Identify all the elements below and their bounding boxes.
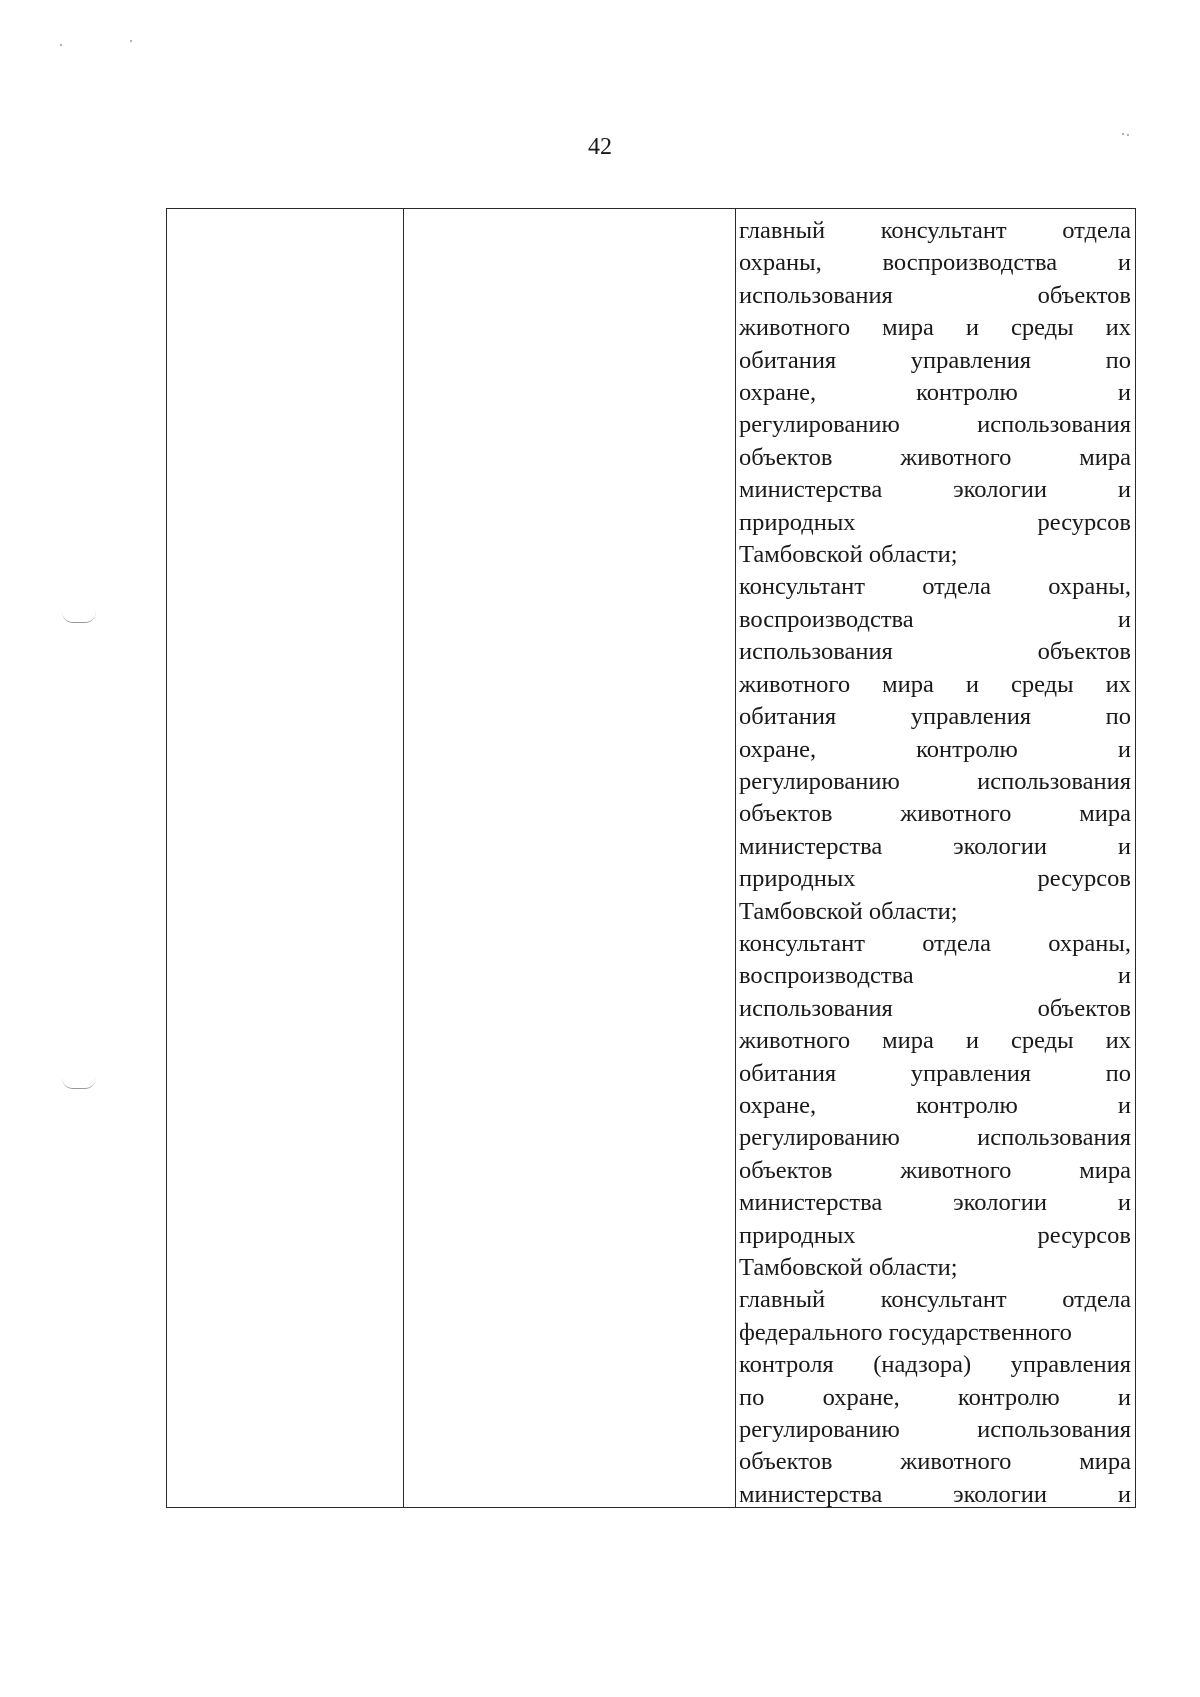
word: главный — [739, 217, 826, 244]
word: охраны, — [1048, 929, 1131, 957]
word: мира — [882, 670, 934, 698]
word: среды — [1011, 670, 1074, 698]
word: мира — [882, 314, 934, 342]
text-line — [739, 442, 1131, 474]
word: федерального государственного — [739, 1318, 1072, 1346]
text-line — [739, 636, 1131, 668]
position-entry — [739, 215, 1131, 571]
word: и — [1117, 249, 1131, 277]
word: обитания — [739, 1059, 837, 1087]
text-line — [739, 280, 1131, 312]
text-line — [739, 1414, 1131, 1446]
word: природных — [739, 508, 856, 536]
word: Тамбовской области; — [739, 897, 958, 925]
word: и — [1117, 735, 1131, 763]
word: животного — [900, 1156, 1012, 1184]
word: экологии — [953, 1480, 1047, 1508]
text-line — [739, 896, 1131, 928]
word: и — [1117, 605, 1131, 633]
word: охраны, — [1048, 573, 1131, 601]
word: животного — [739, 1027, 851, 1055]
word: объектов — [739, 800, 833, 828]
text-line — [739, 377, 1131, 409]
text-line — [739, 928, 1131, 960]
text-line — [739, 1025, 1131, 1057]
word: ресурсов — [1037, 1221, 1131, 1249]
word: консультант — [739, 929, 865, 957]
word: охраны, — [739, 249, 822, 277]
word: консультант — [739, 573, 865, 601]
word: объектов — [1037, 994, 1131, 1022]
word: регулированию — [739, 1124, 900, 1152]
word: объектов — [1037, 281, 1131, 309]
scan-artifact — [130, 40, 132, 42]
word: экологии — [953, 476, 1047, 504]
word: животного — [900, 1448, 1012, 1476]
word: их — [1105, 670, 1131, 698]
word: использования — [739, 994, 893, 1022]
column-divider-1 — [403, 209, 404, 1507]
word: использования — [977, 767, 1131, 795]
word: регулированию — [739, 1416, 900, 1444]
word: министерства — [739, 1189, 883, 1217]
position-entry — [739, 928, 1131, 1284]
word: Тамбовской области; — [739, 1254, 958, 1281]
text-line — [739, 571, 1131, 603]
word: экологии — [953, 1189, 1047, 1217]
text-line — [739, 1479, 1131, 1511]
word: экологии — [953, 832, 1047, 860]
word: объектов — [739, 1156, 833, 1184]
text-line — [739, 604, 1131, 636]
word: мира — [1079, 1156, 1131, 1184]
text-line — [739, 1187, 1131, 1219]
word: объектов — [739, 443, 833, 471]
text-line — [739, 507, 1131, 539]
word: управления — [910, 703, 1032, 731]
word: и — [1117, 1480, 1131, 1508]
word: использования — [739, 638, 893, 666]
scan-artifact — [1122, 133, 1124, 135]
text-line — [739, 215, 1131, 247]
word: министерства — [739, 476, 883, 504]
position-list-cell — [739, 215, 1131, 1511]
scan-artifact — [60, 44, 62, 46]
scan-artifact — [62, 1078, 96, 1089]
word: и — [965, 670, 979, 698]
word: управления — [910, 1059, 1032, 1087]
page-number: 42 — [588, 134, 612, 160]
text-line — [739, 1155, 1131, 1187]
text-line — [739, 669, 1131, 701]
word: животного — [900, 800, 1012, 828]
word: консультант — [880, 1286, 1007, 1314]
text-line — [739, 798, 1131, 830]
word: отдела — [1062, 217, 1131, 244]
word: среды — [1011, 1027, 1074, 1055]
word: и — [1117, 1189, 1131, 1217]
word: контролю — [916, 735, 1018, 763]
text-line — [739, 993, 1131, 1025]
text-line — [739, 1252, 1131, 1284]
word: контролю — [916, 379, 1018, 407]
text-line — [739, 831, 1131, 863]
text-line — [739, 312, 1131, 344]
text-line — [739, 863, 1131, 895]
column-divider-2 — [735, 209, 736, 1507]
text-line — [739, 734, 1131, 766]
word: ресурсов — [1037, 865, 1131, 893]
word: среды — [1011, 314, 1074, 342]
word: регулированию — [739, 411, 900, 439]
word: их — [1105, 314, 1131, 342]
text-line — [739, 1446, 1131, 1478]
word: отдела — [922, 573, 991, 601]
word: (надзора) — [873, 1351, 972, 1379]
text-line — [739, 474, 1131, 506]
word: ресурсов — [1037, 508, 1131, 536]
word: контролю — [957, 1383, 1060, 1411]
word: Тамбовской области; — [739, 541, 958, 569]
word: использования — [977, 1416, 1131, 1444]
word: по — [1105, 1059, 1131, 1087]
text-line — [739, 1317, 1131, 1349]
text-line — [739, 1058, 1131, 1090]
word: животного — [739, 314, 851, 342]
position-entry — [739, 1284, 1131, 1511]
word: управления — [1010, 1351, 1131, 1379]
scan-artifact — [62, 612, 96, 623]
word: использования — [977, 411, 1131, 439]
word: и — [1117, 1383, 1131, 1411]
word: и — [965, 1027, 979, 1055]
text-line — [739, 701, 1131, 733]
word: охране, — [822, 1383, 900, 1411]
word: по — [1105, 703, 1131, 731]
word: животного — [900, 443, 1012, 471]
word: по — [739, 1383, 765, 1411]
word: использования — [739, 281, 893, 309]
word: управления — [910, 346, 1032, 374]
word: обитания — [739, 346, 837, 374]
word: и — [1117, 1091, 1131, 1119]
word: министерства — [739, 1480, 883, 1508]
word: и — [1117, 379, 1131, 407]
word: природных — [739, 1221, 856, 1249]
text-line — [739, 539, 1131, 571]
word: отдела — [922, 929, 991, 957]
text-line — [739, 1090, 1131, 1122]
text-line — [739, 960, 1131, 992]
word: объектов — [1037, 638, 1131, 666]
word: регулированию — [739, 767, 900, 795]
word: мира — [1079, 800, 1131, 828]
text-line — [739, 409, 1131, 441]
word: и — [1117, 476, 1131, 504]
word: животного — [739, 670, 851, 698]
word: охране, — [739, 1091, 817, 1119]
word: по — [1105, 346, 1131, 374]
word: отдела — [1062, 1286, 1131, 1314]
text-line — [739, 1284, 1131, 1316]
word: и — [1117, 832, 1131, 860]
text-line — [739, 1220, 1131, 1252]
word: воспроизводства — [739, 605, 914, 633]
word: мира — [1079, 443, 1131, 471]
document-table — [166, 208, 1136, 1508]
word: контроля — [739, 1351, 834, 1379]
word: охране, — [739, 379, 817, 407]
word: главный — [739, 1286, 826, 1314]
word: мира — [882, 1027, 934, 1055]
text-line — [739, 247, 1131, 279]
text-line — [739, 1382, 1131, 1414]
text-line — [739, 1349, 1131, 1381]
word: министерства — [739, 832, 883, 860]
word: и — [965, 314, 979, 342]
text-line — [739, 766, 1131, 798]
text-line — [739, 345, 1131, 377]
word: природных — [739, 865, 856, 893]
word: использования — [977, 1124, 1131, 1152]
word: воспроизводства — [882, 249, 1058, 277]
word: и — [1117, 962, 1131, 990]
word: воспроизводства — [739, 962, 914, 990]
word: охране, — [739, 735, 817, 763]
word: их — [1105, 1027, 1131, 1055]
word: контролю — [916, 1091, 1018, 1119]
scan-artifact — [1127, 134, 1129, 136]
word: обитания — [739, 703, 837, 731]
word: мира — [1079, 1448, 1131, 1476]
text-line — [739, 1122, 1131, 1154]
word: консультант — [880, 217, 1007, 244]
position-entry — [739, 571, 1131, 927]
word: объектов — [739, 1448, 833, 1476]
